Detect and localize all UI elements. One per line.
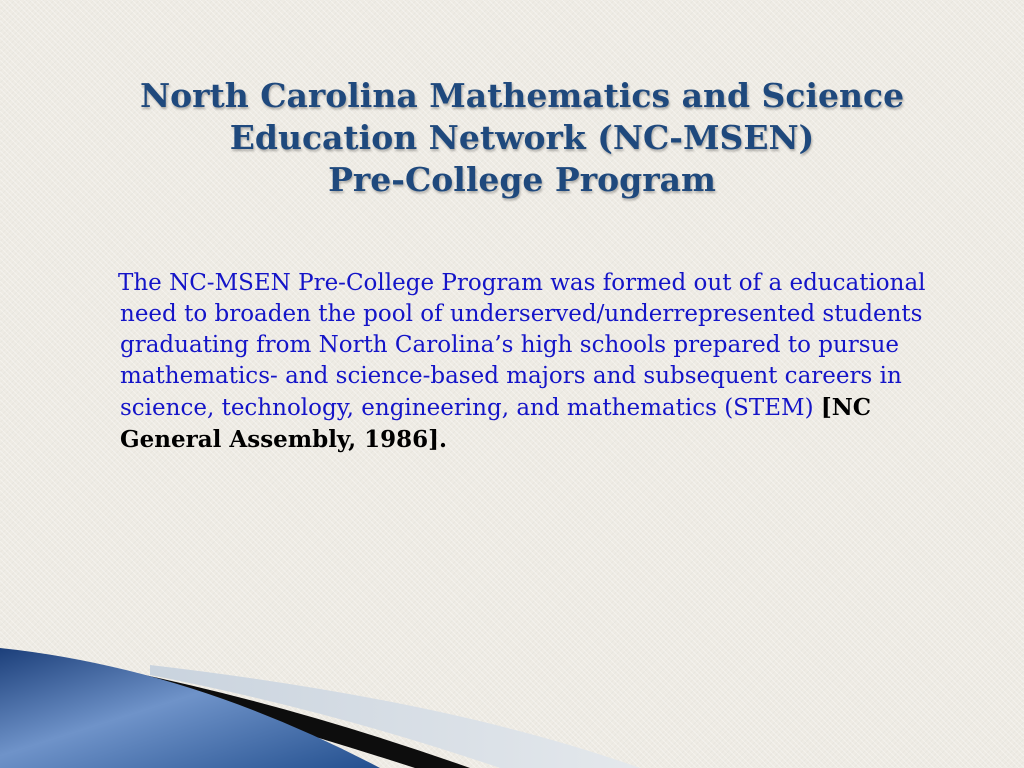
title-line-1: North Carolina Mathematics and Science	[139, 76, 905, 115]
body-paragraph	[120, 268, 940, 456]
slide-title	[60, 75, 984, 201]
citation: [NC General Assembly, 1986].	[120, 394, 872, 453]
black-swoosh	[40, 655, 470, 768]
grey-swoosh	[150, 665, 640, 768]
title-line-3: Pre-College Program	[328, 160, 716, 199]
body-text: The NC-MSEN Pre-College Program was formed out of a educational need to broaden the pool of underserved/underrepresented students graduating from North Carolina’s high schools prepared to pursue mathematics- and science-based majors and subsequent careers in science, technology, engineering, and mathematics (STEM)	[118, 270, 926, 421]
title-line-2: Education Network (NC-MSEN)	[229, 118, 815, 157]
blue-swoosh	[0, 648, 380, 768]
